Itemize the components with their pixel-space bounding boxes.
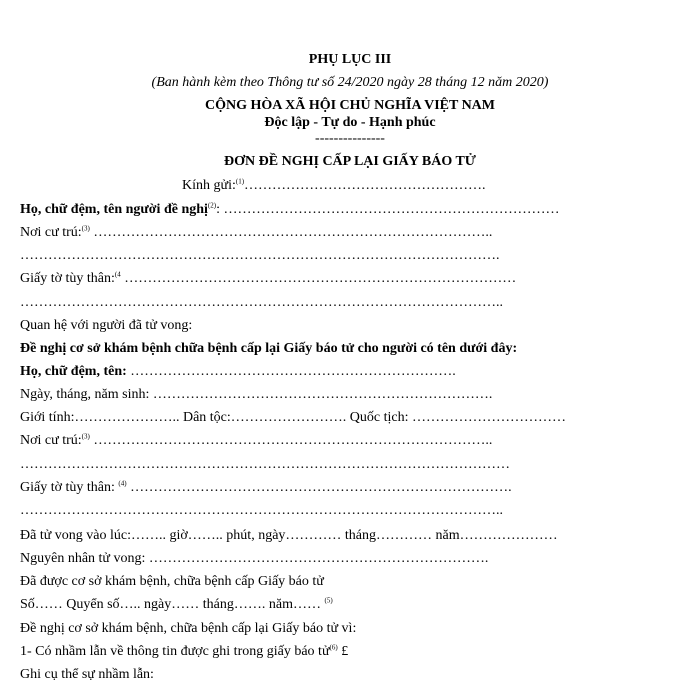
deceased-dob-line bbox=[20, 386, 492, 404]
issued-by-line: Đã được cơ sở khám bệnh, chữa bệnh cấp Giấy báo tử bbox=[20, 574, 324, 589]
deceased-id-label: Giấy tờ tùy thân: bbox=[20, 480, 119, 495]
deceased-dob-dots: ………………………………………………………………. bbox=[149, 387, 493, 402]
certificate-number-footnote: (5) bbox=[324, 596, 333, 605]
applicant-residence-continuation: …………………………………………………………………………………………. bbox=[20, 248, 500, 263]
deceased-name-line bbox=[20, 363, 456, 381]
deceased-id-continuation: ………………………………………………………………………………………….. bbox=[20, 503, 503, 518]
applicant-id-label: Giấy tờ tùy thân: bbox=[20, 271, 115, 286]
deceased-residence-continuation: …………………………………………………………………………………………… bbox=[20, 457, 510, 472]
reason-1-footnote: (6) bbox=[329, 643, 338, 652]
deceased-id-footnote: (4) bbox=[118, 479, 127, 488]
reason-1-line bbox=[20, 643, 348, 661]
applicant-id-dots: ………………………………………………………………………… bbox=[120, 271, 517, 286]
header-separator: --------------- bbox=[315, 131, 385, 146]
error-detail-line: Ghi cụ thể sự nhầm lẫn: bbox=[20, 667, 154, 682]
certificate-number-line bbox=[20, 596, 333, 614]
applicant-residence-footnote: (3) bbox=[81, 224, 90, 233]
appendix-title: PHỤ LỤC III bbox=[308, 52, 392, 67]
applicant-name-footnote: (2) bbox=[207, 201, 217, 210]
deceased-residence-label: Nơi cư trú: bbox=[20, 433, 82, 448]
recipient-dots: ……………………………………………. bbox=[244, 178, 486, 193]
form-title: ĐƠN ĐỀ NGHỊ CẤP LẠI GIẤY BÁO TỬ bbox=[224, 154, 476, 169]
recipient-line bbox=[182, 177, 486, 195]
reason-1-checkbox[interactable]: £ bbox=[337, 644, 349, 659]
deceased-gender-ethnicity-nationality: Giới tính:………………….. Dân tộc:……………………. Quốc tịch: …………………………… bbox=[20, 410, 566, 425]
applicant-name-dots: : ……………………………………………………………… bbox=[216, 202, 560, 217]
deceased-id-line bbox=[20, 479, 512, 497]
deceased-id-dots: ………………………………………………………………………. bbox=[126, 480, 512, 495]
deceased-name-label: Họ, chữ đệm, tên: bbox=[20, 364, 127, 379]
applicant-name-label: Họ, chữ đệm, tên người đề nghị bbox=[20, 202, 208, 217]
recipient-label: Kính gửi: bbox=[182, 178, 236, 193]
reason-1-text: 1- Có nhầm lẫn về thông tin được ghi trong giấy báo tử bbox=[20, 644, 330, 659]
applicant-residence-line bbox=[20, 224, 492, 242]
deceased-residence-footnote: (3) bbox=[81, 432, 90, 441]
certificate-number-text: Số…… Quyển số….. ngày…… tháng……. năm…… bbox=[20, 597, 325, 612]
country-name: CỘNG HÒA XÃ HỘI CHỦ NGHĨA VIỆT NAM bbox=[204, 98, 495, 113]
applicant-id-continuation: ………………………………………………………………………………………….. bbox=[20, 295, 503, 310]
national-motto: Độc lập - Tự do - Hạnh phúc bbox=[264, 115, 436, 130]
applicant-id-footnote: (4 bbox=[114, 270, 121, 279]
death-time-line: Đã tử vong vào lúc:…….. giờ…….. phút, ngày………… tháng………… năm………………… bbox=[20, 528, 558, 543]
relationship-line: Quan hệ với người đã tử vong: bbox=[20, 318, 193, 333]
recipient-footnote: (1) bbox=[235, 177, 245, 186]
deceased-name-dots: ……………………………………………………………. bbox=[126, 364, 456, 379]
deceased-dob-label: Ngày, tháng, năm sinh: bbox=[20, 387, 150, 402]
reissue-reason-intro: Đề nghị cơ sở khám bệnh, chữa bệnh cấp lại Giấy báo tử vì: bbox=[20, 621, 357, 636]
applicant-residence-label: Nơi cư trú: bbox=[20, 225, 82, 240]
applicant-residence-dots: ………………………………………………………………………….. bbox=[89, 225, 493, 240]
deceased-residence-line bbox=[20, 432, 492, 450]
applicant-id-line bbox=[20, 270, 516, 288]
cause-of-death-line: Nguyên nhân tử vong: ………………………………………………………………. bbox=[20, 551, 489, 566]
issued-note: (Ban hành kèm theo Thông tư số 24/2020 ngày 28 tháng 12 năm 2020) bbox=[151, 75, 549, 90]
applicant-name-line bbox=[20, 201, 559, 219]
request-statement: Đề nghị cơ sở khám bệnh chữa bệnh cấp lại Giấy báo tử cho người có tên dưới đây: bbox=[20, 341, 518, 356]
deceased-residence-dots: ………………………………………………………………………….. bbox=[89, 433, 493, 448]
